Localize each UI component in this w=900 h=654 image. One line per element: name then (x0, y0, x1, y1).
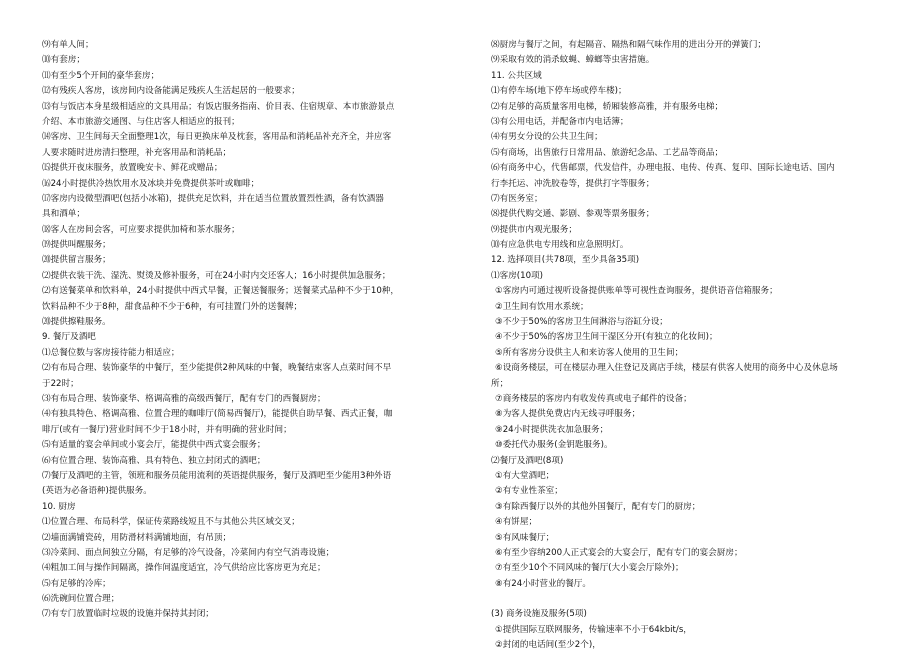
text-line: 介绍、本市旅游交通图、与住店客人相适应的报刊； (42, 116, 240, 127)
text-line: 行李托运、冲洗胶卷等，提供打字等服务； (491, 178, 655, 189)
text-line: (英语为必备语种)提供服务。 (42, 486, 152, 497)
text-line: ⒆提供叫醒服务； (42, 240, 111, 251)
text-line: 啡厅(或有一餐厅)营业时间不少于18小时，并有明确的营业时间； (42, 424, 292, 435)
text-line: ⑷有男女分设的公共卫生间； (491, 132, 603, 143)
text-line: ⑨24小时提供洗衣加急服务； (495, 424, 609, 435)
text-line: ⒇提供留言服务； (42, 255, 111, 266)
text-line: ⑸有适量的宴会单间或小宴会厅，能提供中西式宴会服务； (42, 440, 266, 451)
text-line: ⑥有至少容纳200人正式宴会的大宴会厅，配有专门的宴会厨房； (495, 547, 743, 558)
text-line: ⑧为客人提供免费店内无线寻呼服务； (495, 409, 641, 420)
left-column (42, 38, 454, 623)
text-line: ⑿有残疾人客房，该房间内设备能满足残疾人生活起居的一般要求； (42, 86, 300, 97)
text-line: 于22时； (42, 378, 79, 389)
text-line: ②卫生间有饮用水系统； (495, 301, 589, 312)
text-line: ⑴位置合理、布局科学，保证传菜路线短且不与其他公共区域交叉； (42, 517, 300, 528)
text-line: ⑤所有客房分设供主人和来访客人使用的卫生间； (495, 347, 684, 358)
text-line: ⑽有应急供电专用线和应急照明灯。 (491, 240, 629, 251)
text-line: ⑶有公用电话，并配备市内电话簿； (491, 116, 629, 127)
text-line: ⑵提供衣装干洗、湿洗、熨烫及修补服务，可在24小时内交还客人；16小时提供加急服务； (42, 270, 391, 281)
section-heading: 9. 餐厅及酒吧 (42, 332, 96, 343)
text-line: ⑼有单人间； (42, 40, 94, 50)
text-line: ⑩委托代办服务(金钥匙服务)。 (495, 440, 613, 451)
text-line: ⑺有医务室； (491, 193, 543, 204)
text-line: ⑵有布局合理、装饰豪华的中餐厅，至少能提供2种风味的中餐，晚餐结束客人点菜时间不早 (42, 363, 392, 374)
text-line: ⑴有停车场(地下停车场或停车楼)； (491, 86, 627, 97)
text-line: ⑽有套房； (42, 55, 85, 66)
text-line: ③不少于50%的客房卫生间淋浴与浴缸分设； (495, 317, 668, 328)
subsection-heading: ⑴客房(10项) (491, 270, 544, 281)
text-line: ④不少于50%的客房卫生间干湿区分开(有独立的化妆间)； (495, 332, 718, 343)
text-line: ⑸有足够的冷库； (42, 578, 111, 589)
text-line: ①提供国际互联网服务，传输速率不小于64kbit/s， (495, 624, 692, 635)
text-line: ⑤有风味餐厅； (495, 532, 555, 543)
text-line: 所； (491, 378, 509, 389)
text-line: ⑺餐厅及酒吧的主管，领班和服务员能用流利的英语提供服务，餐厅及酒吧至少能用3种外语 (42, 470, 392, 481)
text-line: ⑥设商务楼层，可在楼层办理入住登记及离店手续，楼层有供客人使用的商务中心及休息场 (495, 363, 838, 374)
text-line: ⑦商务楼层的客房内有收发传真或电子邮件的设备； (495, 393, 692, 404)
text-line: ③有除西餐厅以外的其他外国餐厅，配有专门的厨房； (495, 501, 701, 512)
text-line: ①有大堂酒吧； (495, 470, 555, 481)
right-column (491, 38, 875, 654)
text-line: ⑵有足够的高质量客用电梯，轿厢装修高雅，并有服务电梯； (491, 101, 724, 112)
blank-line (491, 592, 875, 607)
text-line: ⒄客房内设微型酒吧(包括小冰箱)，提供充足饮料，并在适当位置放置烈性酒，备有饮酒器 (42, 193, 384, 204)
text-line: ⑧有24小时营业的餐厅。 (495, 578, 591, 589)
text-line: ⒃24小时提供冷热饮用水及冰块并免费提供茶叶或咖啡； (42, 178, 260, 189)
text-line: ①客房内可通过视听设备提供账单等可视性查询服务，提供语音信箱服务； (495, 286, 778, 297)
text-line: ②封闭的电话间(至少2个)， (495, 640, 601, 651)
text-line: ⒇提供擦鞋服务。 (42, 317, 111, 328)
text-line: ④有饼屋； (495, 517, 538, 528)
text-line: ⑼采取有效的消杀蚊蝇、蟑螂等虫害措施。 (491, 55, 655, 66)
text-line: ⑶有布局合理、装饰豪华、格调高雅的高级西餐厅，配有专门的西餐厨房； (42, 393, 326, 404)
text-line: ⑹有位置合理、装饰高雅、具有特色、独立封闭式的酒吧； (42, 455, 266, 466)
section-heading: 11. 公共区域 (491, 70, 542, 81)
text-line: 人要求随时进房清扫整理，补充客用品和消耗品； (42, 147, 232, 158)
text-line: ⑸有商场，出售旅行日常用品、旅游纪念品、工艺品等商品； (491, 147, 724, 158)
text-line: ⑻厨房与餐厅之间，有起隔音、隔热和隔气味作用的进出分开的弹簧门； (491, 40, 767, 50)
subsection-heading: ⑵餐厅及酒吧(8项) (491, 455, 564, 466)
subsection-heading: (3) 商务设施及服务(5项) (491, 609, 587, 620)
text-line: ②有专业性茶室； (495, 486, 563, 497)
text-line: ⒀有与饭店本身星级相适应的文具用品；有饭店服务指南、价目表、住宿规章、本市旅游景点 (42, 101, 395, 112)
text-line: ⒂提供开夜床服务，放置晚安卡、鲜花或赠品； (42, 163, 223, 174)
text-line: ⑹洗碗间位置合理； (42, 594, 120, 605)
text-line: ⑵墙面满铺瓷砖，用防滑材料满铺地面，有吊顶； (42, 532, 232, 543)
section-heading: 10. 厨房 (42, 501, 76, 512)
text-line: ⑦有至少10个不同风味的餐厅(大小宴会厅除外)； (495, 563, 684, 574)
section-heading: 12. 选择项目(共78项，至少具备35项) (491, 255, 640, 266)
text-line: ⑵有送餐菜单和饮料单，24小时提供中西式早餐，正餐送餐服务；送餐菜式品种不少于10种， (42, 286, 400, 297)
text-line: ⑺有专门放置临时垃圾的设施并保持其封闭； (42, 609, 214, 620)
text-line: ⑶冷菜间、面点间独立分隔，有足够的冷气设备，冷菜间内有空气消毒设施； (42, 547, 335, 558)
text-line: ⑻提供代购交通、影剧、参观等票务服务； (491, 209, 655, 220)
text-line: ⑾有至少5个开间的豪华套房； (42, 70, 160, 81)
text-line: ⑹有商务中心，代售邮票，代发信件，办理电报、电传、传真、复印、国际长途电话、国内 (491, 163, 835, 174)
text-line: ⒅客人在房间会客，可应要求提供加椅和茶水服务； (42, 224, 240, 235)
text-line: ⑷有独具特色、格调高雅、位置合理的咖啡厅(简易西餐厅)，能提供自助早餐、西式正餐，咖 (42, 409, 393, 420)
text-line: ⑷粗加工间与操作间隔离，操作间温度适宜，冷气供给应比客房更为充足； (42, 563, 326, 574)
text-line: 饮料品种不少于8种，甜食品种不少于6种，有可挂置门外的送餐牌； (42, 301, 303, 312)
text-line: ⑼提供市内观光服务； (491, 224, 577, 235)
text-line: ⑴总餐位数与客房接待能力相适应； (42, 347, 180, 358)
text-line: 具和酒单； (42, 209, 85, 220)
text-line: ⒁客房、卫生间每天全面整理1次，每日更换床单及枕套，客用品和消耗品补充齐全，并应客 (42, 132, 392, 143)
